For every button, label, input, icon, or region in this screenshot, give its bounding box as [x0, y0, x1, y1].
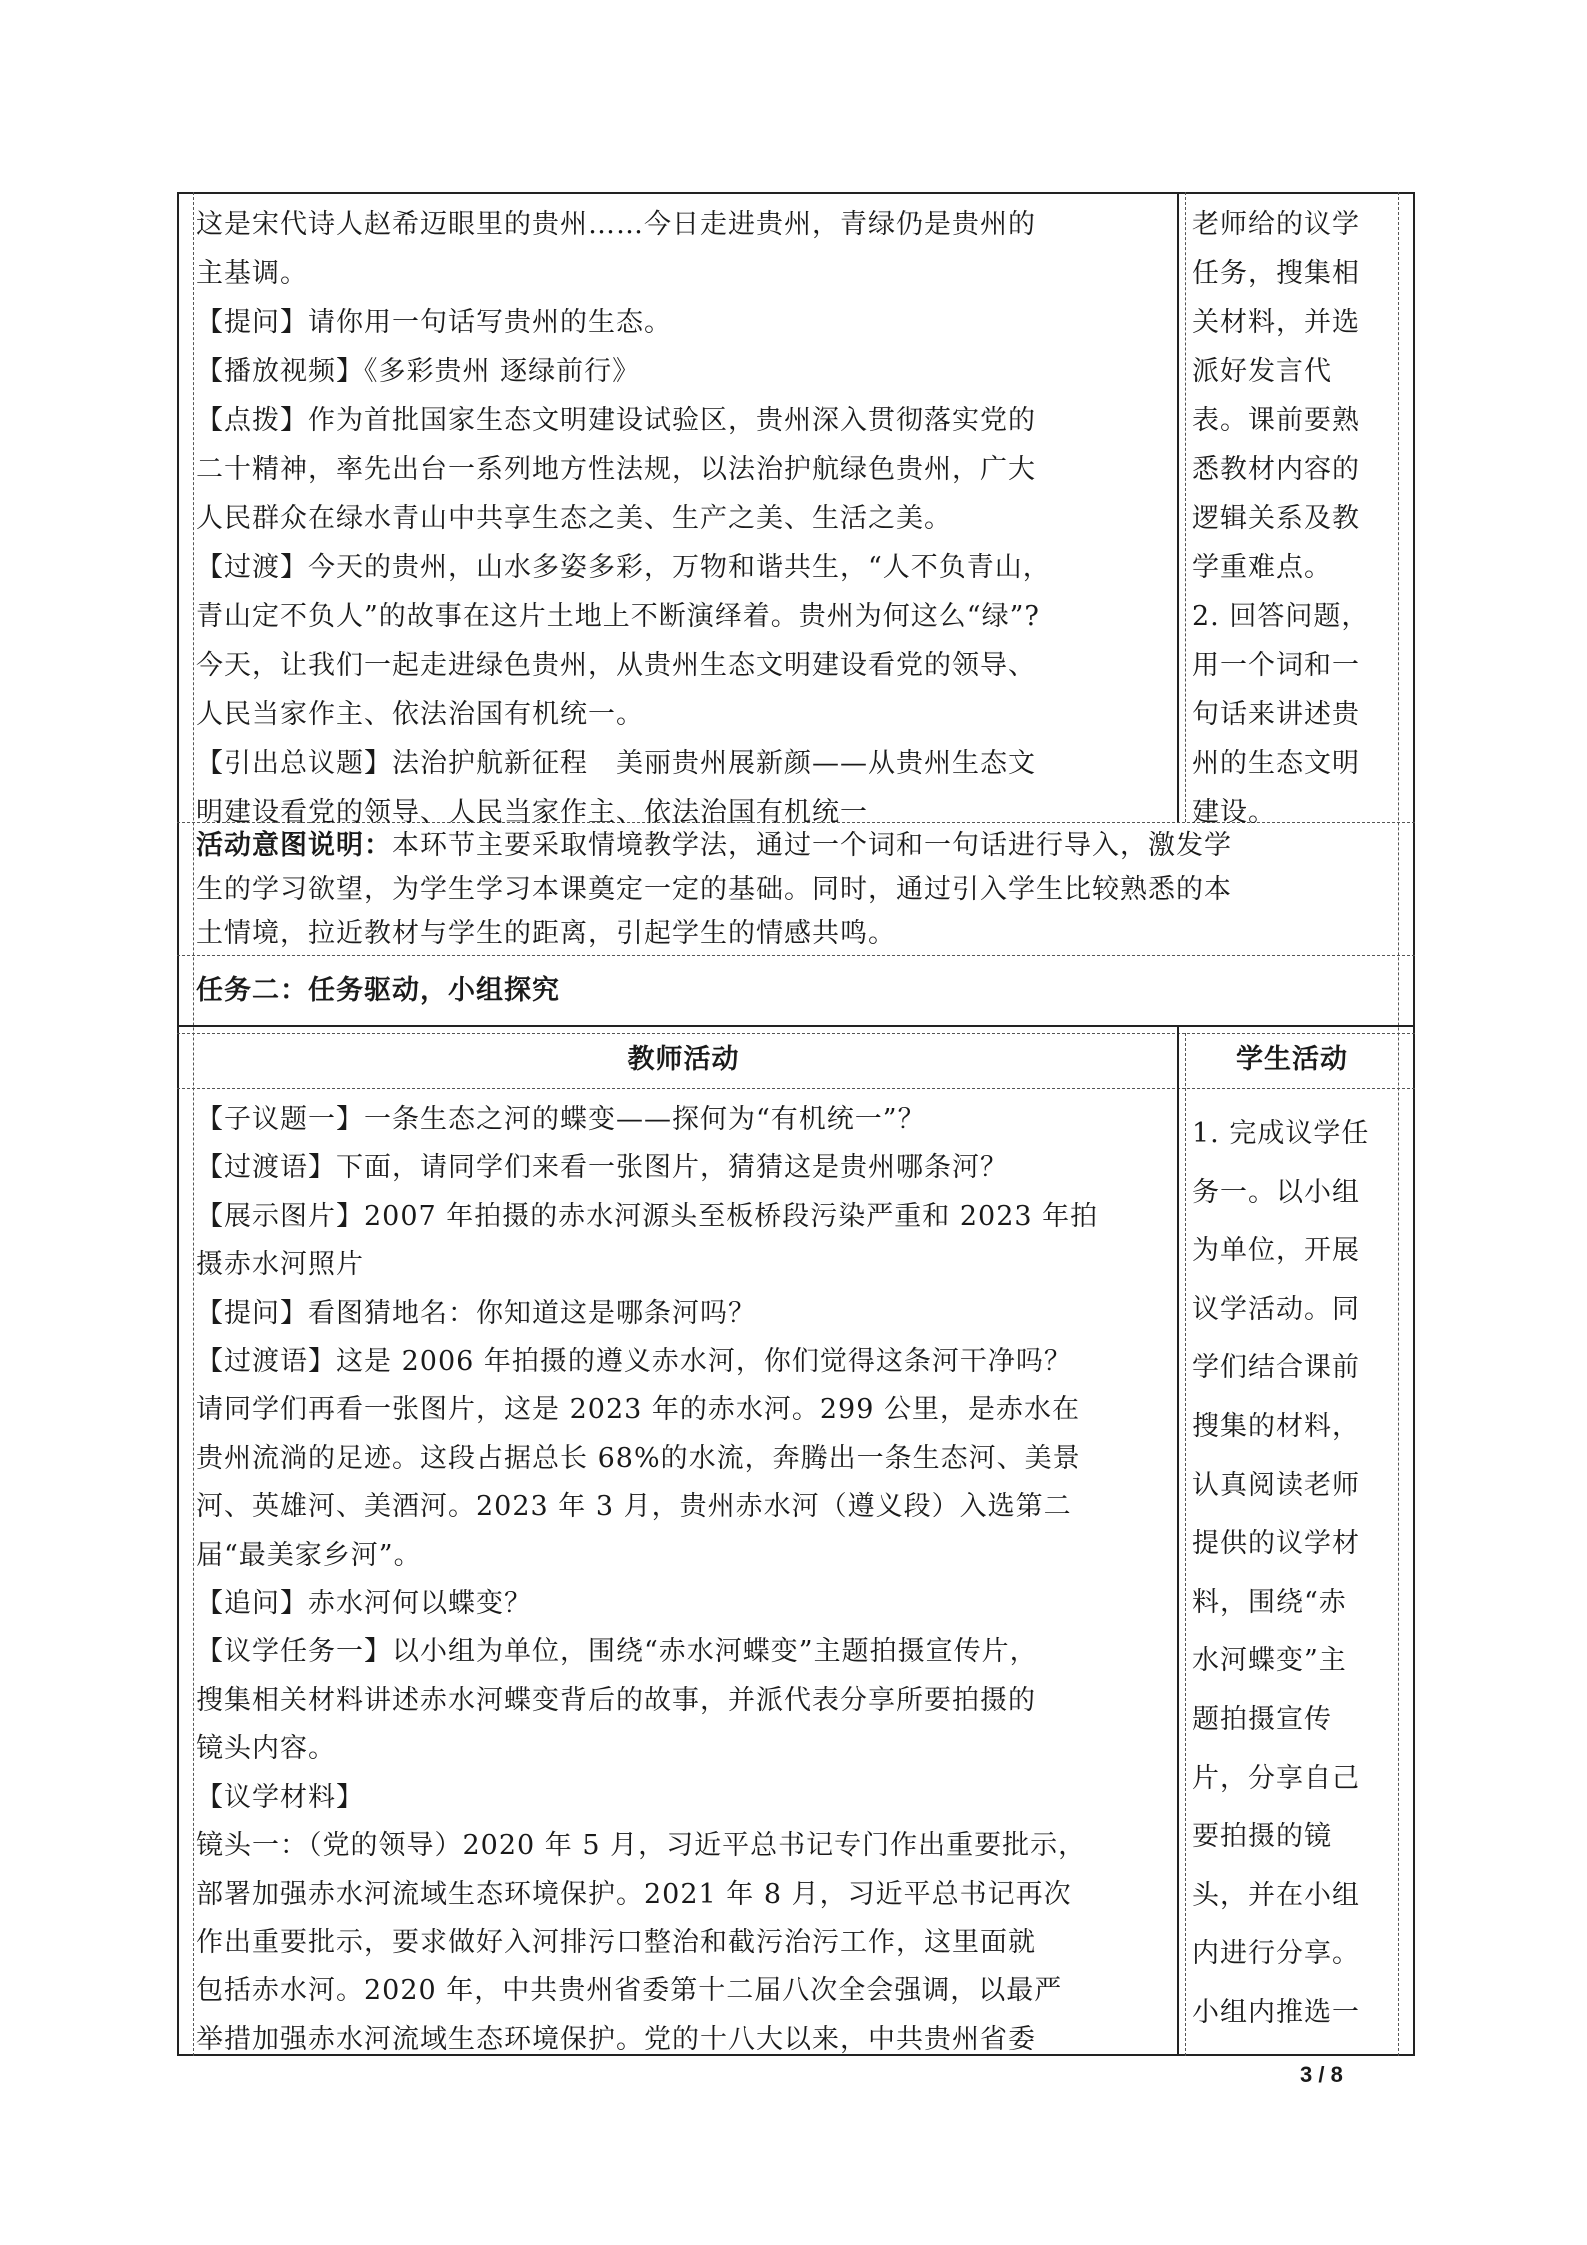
text-line: 务一。以小组 [1192, 1176, 1360, 1208]
text-line: 2. 回答问题， [1192, 601, 1370, 632]
text-line: 小组内推选一 [1192, 1996, 1360, 2028]
text-line: 【引出总议题】法治护航新征程 美丽贵州展新颜——从贵州生态文 [196, 748, 1036, 779]
activity-intent-cell [196, 824, 1396, 956]
text-line: 青山定不负人”的故事在这片土地上不断演绎着。贵州为何这么“绿”? [196, 601, 1040, 632]
text-line: 悉教材内容的 [1192, 454, 1360, 485]
text-line: 议学活动。同 [1192, 1293, 1360, 1325]
text-line: 学重难点。 [1192, 552, 1332, 583]
text-line: 派好发言代 [1192, 356, 1332, 387]
separator-after-header [177, 1088, 1415, 1089]
separator-after-task-title [177, 1025, 1415, 1027]
text-line: 人民群众在绿水青山中共享生态之美、生产之美、生活之美。 [196, 503, 952, 534]
text-line: 【点拨】作为首批国家生态文明建设试验区，贵州深入贯彻落实党的 [196, 405, 1036, 436]
text-line: 【提问】看图猜地名：你知道这是哪条河吗？ [196, 1297, 756, 1329]
text-line: 生的学习欲望，为学生学习本课奠定一定的基础。同时，通过引入学生比较熟悉的本 [196, 874, 1232, 905]
teacher-activity-cell-2 [196, 1096, 1174, 2064]
column-divider-bottom-dash [1185, 1033, 1186, 2056]
text-line: 镜头一：（党的领导）2020 年 5 月，习近平总书记专门作出重要批示， [196, 1830, 1087, 1862]
text-line: 关材料，并选 [1192, 307, 1360, 338]
text-line: 【议学材料】 [196, 1781, 364, 1813]
text-line: 建设。 [1192, 797, 1276, 828]
text-line: 句话来讲述贵 [1192, 699, 1360, 730]
table-inner-right-border [1398, 192, 1399, 2056]
text-line: 【议学任务一】以小组为单位，围绕“赤水河蝶变”主题拍摄宣传片， [196, 1636, 1038, 1668]
text-line: 学们结合课前 [1192, 1352, 1360, 1384]
text-line: 老师给的议学 [1192, 209, 1360, 240]
teacher-activity-header: 教师活动 [627, 1044, 740, 1075]
text-line: 认真阅读老师 [1192, 1469, 1360, 1501]
text-line: 明建设看党的领导、人民当家作主、依法治国有机统一 [196, 797, 868, 828]
text-line: 水河蝶变”主 [1192, 1645, 1347, 1677]
text-line: 二十精神，率先出台一系列地方性法规，以法治护航绿色贵州，广大 [196, 454, 1036, 485]
student-activity-cell-1 [1192, 200, 1397, 837]
text-line: 【播放视频】《多彩贵州 逐绿前行》 [196, 356, 641, 387]
text-line: 【过渡语】这是 2006 年拍摄的遵义赤水河，你们觉得这条河干净吗？ [196, 1346, 1072, 1378]
text-line: 【过渡】今天的贵州，山水多姿多彩，万物和谐共生，“人不负青山， [196, 552, 1051, 583]
text-line: 题拍摄宣传 [1192, 1703, 1332, 1735]
text-line: 片，分享自己 [1192, 1762, 1360, 1794]
text-line: 任务，搜集相 [1192, 258, 1360, 289]
text-line: 主基调。 [196, 258, 308, 289]
column-divider-bottom-solid [1177, 1025, 1179, 2056]
text-line: 料，围绕“赤 [1192, 1586, 1347, 1618]
text-line: 头，并在小组 [1192, 1879, 1360, 1911]
text-line: 这是宋代诗人赵希迈眼里的贵州……今日走进贵州，青绿仍是贵州的 [196, 209, 1036, 240]
activity-intent-label: 活动意图说明： [196, 830, 392, 861]
text-line: 【子议题一】一条生态之河的蝶变——探何为“有机统一”？ [196, 1104, 926, 1135]
text-line: 提供的议学材 [1192, 1528, 1360, 1560]
text-line: 用一个词和一 [1192, 650, 1360, 681]
text-line: 举措加强赤水河流域生态环境保护。党的十八大以来，中共贵州省委 [196, 2023, 1036, 2055]
column-divider-top-solid [1177, 192, 1179, 822]
text-line: 请同学们再看一张图片，这是 2023 年的赤水河。299 公里，是赤水在 [196, 1394, 1080, 1426]
text-line: 土情境，拉近教材与学生的距离，引起学生的情感共鸣。 [196, 918, 896, 949]
column-divider-top-dash [1185, 192, 1186, 822]
text-line: 人民当家作主、依法治国有机统一。 [196, 699, 644, 730]
text-line: 逻辑关系及教 [1192, 503, 1360, 534]
text-line: 州的生态文明 [1192, 748, 1360, 779]
text-line: 搜集相关材料讲述赤水河蝶变背后的故事，并派代表分享所要拍摄的 [196, 1684, 1036, 1716]
text-line: 内进行分享。 [1192, 1938, 1360, 1970]
text-line: 搜集的材料， [1192, 1410, 1360, 1442]
text-line: 作出重要批示，要求做好入河排污口整治和截污治污工作，这里面就 [196, 1926, 1036, 1958]
text-line: 河、英雄河、美酒河。2023 年 3 月，贵州赤水河（遵义段）入选第二 [196, 1491, 1072, 1523]
text-line: 今天，让我们一起走进绿色贵州，从贵州生态文明建设看党的领导、 [196, 650, 1036, 681]
text-line: 要拍摄的镜 [1192, 1821, 1332, 1853]
text-line: 表。课前要熟 [1192, 405, 1360, 436]
text-line: 【过渡语】下面，请同学们来看一张图片，猜猜这是贵州哪条河？ [196, 1152, 1008, 1184]
teacher-activity-cell-1 [196, 200, 1171, 837]
text-line: 【提问】请你用一句话写贵州的生态。 [196, 307, 672, 338]
text-line: 1. 完成议学任 [1192, 1118, 1370, 1149]
page-number: 3 / 8 [1300, 2062, 1343, 2087]
task-title: 任务二：任务驱动，小组探究 [196, 975, 560, 1006]
text-line: 【展示图片】2007 年拍摄的赤水河源头至板桥段污染严重和 2023 年拍 [196, 1200, 1099, 1232]
table-inner-left-border [193, 192, 194, 2056]
text-line: 摄赤水河照片 [196, 1249, 364, 1281]
text-line: 贵州流淌的足迹。这段占据总长 68%的水流，奔腾出一条生态河、美景 [196, 1442, 1081, 1474]
text-line: 部署加强赤水河流域生态环境保护。2021 年 8 月，习近平总书记再次 [196, 1878, 1072, 1910]
intent-line [196, 824, 1396, 868]
text-line: 【追问】赤水河何以蝶变？ [196, 1588, 532, 1620]
text-line: 镜头内容。 [196, 1733, 336, 1765]
text-line: 本环节主要采取情境教学法，通过一个词和一句话进行导入，激发学 [392, 830, 1232, 861]
text-line: 包括赤水河。2020 年，中共贵州省委第十二届八次全会强调，以最严 [196, 1975, 1063, 2007]
student-activity-header: 学生活动 [1236, 1044, 1348, 1075]
separator-after-task-title-dash [177, 1033, 1415, 1034]
text-line: 为单位，开展 [1192, 1235, 1360, 1267]
text-line: 届“最美家乡河”。 [196, 1539, 422, 1571]
student-activity-cell-2 [1192, 1105, 1397, 2043]
